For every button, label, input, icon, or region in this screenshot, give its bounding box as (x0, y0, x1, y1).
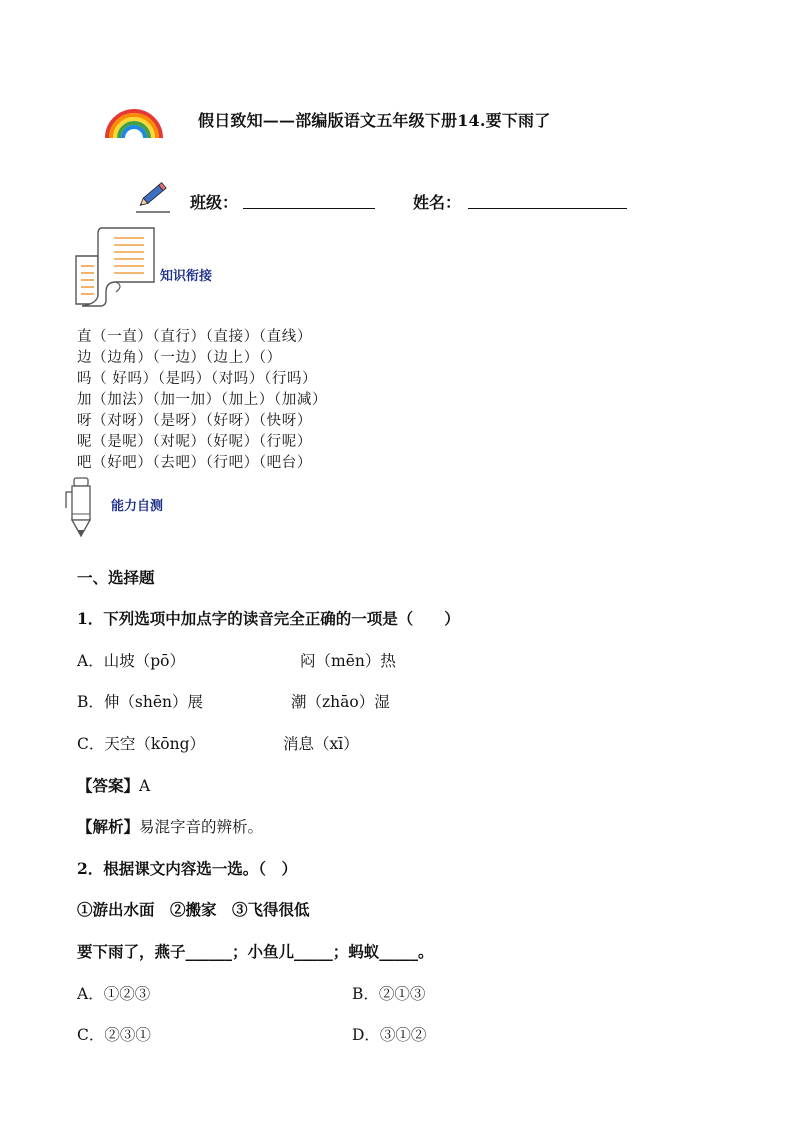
q1-option-a-second: 闷（mēn）热 (300, 652, 396, 670)
q2-option-b[interactable]: B．②①③ (352, 985, 426, 1003)
class-input-line[interactable] (243, 208, 375, 209)
vocab-line: 加（加法）（加一加）（加上）（加减） (77, 392, 328, 408)
vocab-line: 呀（对呀）（是呀）（好呀）（快呀） (77, 413, 312, 429)
answer-label: 【答案】 (77, 776, 140, 795)
q1-option-b-second: 潮（zhāo）湿 (291, 693, 390, 711)
document-title: 假日致知——部编版语文五年级下册14.要下雨了 (198, 111, 551, 130)
q1-option-c-second: 消息（xī） (283, 735, 359, 753)
analysis-label: 【解析】 (77, 817, 140, 836)
part-heading: 一、选择题 (77, 568, 155, 587)
q1-analysis (77, 815, 263, 837)
q2-blank-sentence: 要下雨了，燕子______；小鱼儿_____；蚂蚁_____。 (77, 942, 434, 961)
q2-option-c[interactable]: C．②③① (77, 1026, 151, 1044)
vocab-line: 边（边角）（一边）（边上）（） (77, 350, 282, 366)
scroll-document-icon (72, 226, 160, 308)
analysis-value: 易混字音的辨析。 (139, 818, 264, 836)
q2-items: ①游出水面 ②搬家 ③飞得很低 (77, 900, 310, 919)
name-label: 姓名： (413, 193, 462, 212)
name-input-line[interactable] (468, 208, 627, 209)
question-2-stem: 2．根据课文内容选一选。（ ） (77, 859, 298, 878)
section-label-test: 能力自测 (111, 499, 164, 514)
vocab-line: 吗（ 好吗）（是吗）（对吗）（行吗） (77, 371, 318, 387)
question-1-stem: 1．下列选项中加点字的读音完全正确的一项是（ ） (77, 609, 460, 628)
vocab-line: 直（一直）（直行）（直接）（直线） (77, 329, 312, 345)
q1-option-c[interactable]: C．天空（kōng） (77, 735, 205, 753)
rainbow-icon (103, 104, 165, 138)
q1-option-b[interactable]: B．伸（shēn）展 (77, 693, 203, 711)
class-label: 班级： (190, 193, 239, 212)
q1-option-a[interactable]: A．山坡（pō） (77, 652, 185, 670)
vocab-line: 呢（是呢）（对呢）（好呢）（行呢） (77, 434, 312, 450)
pencil-icon (134, 180, 172, 214)
pen-icon (62, 474, 100, 540)
vocab-line: 吧（好吧）（去吧）（行吧）（吧台） (77, 455, 312, 471)
answer-value: A (139, 777, 151, 795)
q1-answer (77, 774, 150, 796)
q2-option-a[interactable]: A．①②③ (77, 985, 151, 1003)
q2-option-d[interactable]: D．③①② (352, 1026, 427, 1044)
section-label-knowledge: 知识衔接 (160, 269, 213, 284)
